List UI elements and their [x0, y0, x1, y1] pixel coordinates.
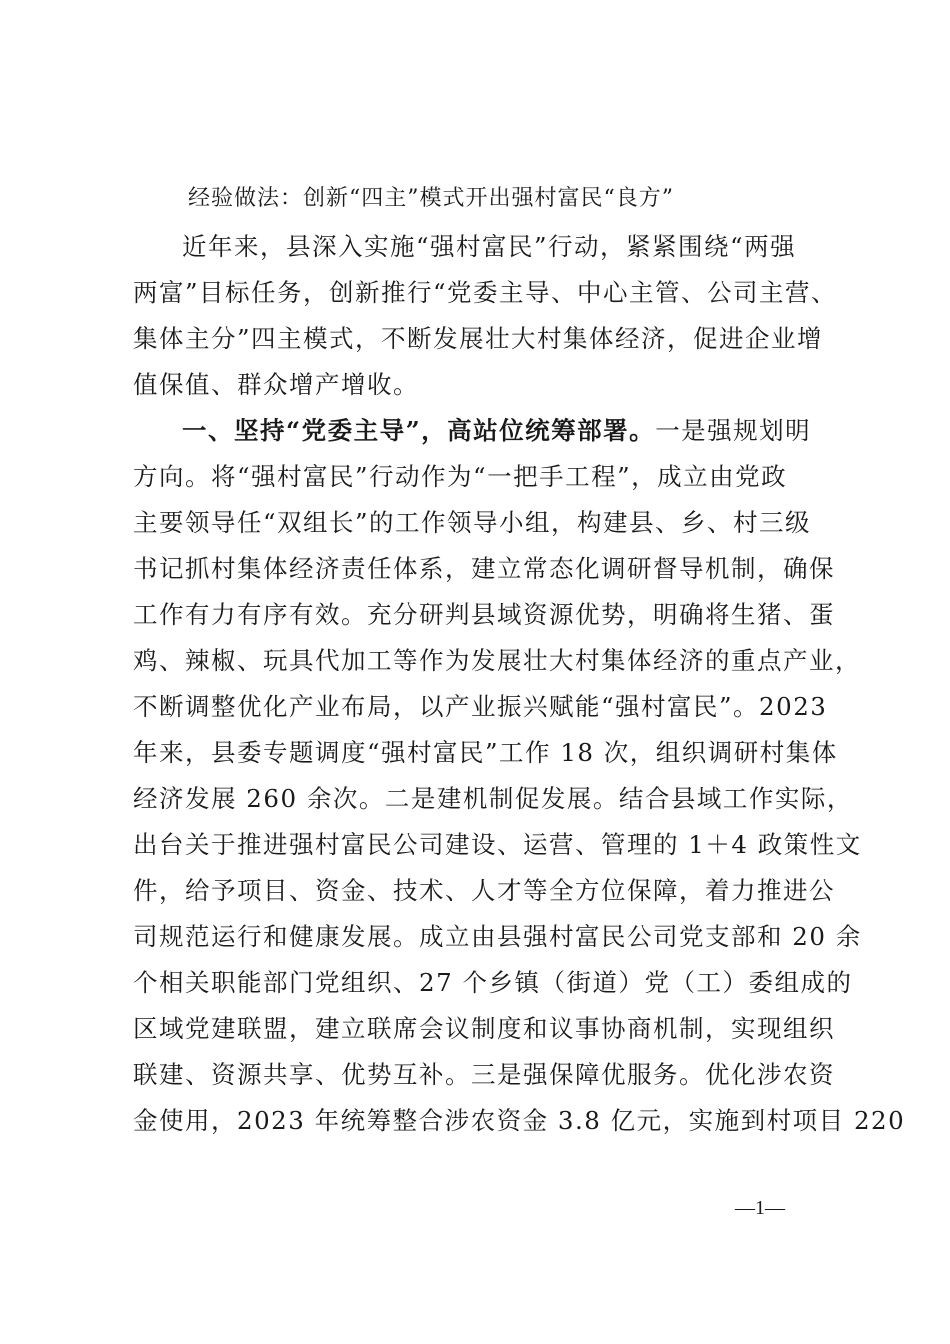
section-1-first-line [182, 414, 833, 448]
body-line: 个相关职能部门党组织、27 个乡镇（街道）党（工）委组成的 [133, 968, 853, 997]
body-line: 联建、资源共享、优势互补。三是强保障优服务。优化涉农资 [133, 1060, 835, 1089]
body-line: 区域党建联盟，建立联席会议制度和议事协商机制，实现组织 [133, 1014, 835, 1043]
body-line: 经济发展 260 余次。二是建机制促发展。结合县域工作实际， [133, 784, 853, 813]
body-line: 方向。将“强村富民”行动作为“一把手工程”，成立由党政 [133, 462, 788, 491]
body-line: 工作有力有序有效。充分研判县域资源优势，明确将生猪、蛋 [133, 600, 835, 629]
document-title: 经验做法：创新“四主”模式开出强村富民“良方” [188, 186, 674, 211]
body-line: 件，给予项目、资金、技术、人才等全方位保障，着力推进公 [133, 876, 835, 905]
section-1-heading: 一、坚持“党委主导”，高站位统筹部署。 [182, 416, 656, 445]
body-line: 年来，县委专题调度“强村富民”工作 18 次，组织调研村集体 [133, 738, 838, 767]
intro-line: 近年来，县深入实施“强村富民”行动，紧紧围绕“两强 [182, 232, 797, 261]
body-line: 出台关于推进强村富民公司建设、运营、管理的 1＋4 政策性文 [133, 830, 862, 859]
section-1-first-line-text: 一是强规划明 [655, 416, 812, 445]
body-line: 司规范运行和健康发展。成立由县强村富民公司党支部和 20 余 [133, 922, 862, 951]
body-line: 鸡、辣椒、玩具代加工等作为发展壮大村集体经济的重点产业， [133, 646, 861, 675]
body-line: 书记抓村集体经济责任体系，建立常态化调研督导机制，确保 [133, 554, 835, 583]
body-line: 不断调整优化产业布局，以产业振兴赋能“强村富民”。2023 [133, 692, 828, 721]
body-line: 金使用，2023 年统筹整合涉农资金 3.8 亿元，实施到村项目 220 [133, 1106, 906, 1135]
page-number: —1— [735, 1197, 785, 1219]
body-line: 主要领导任“双组长”的工作领导小组，构建县、乡、村三级 [133, 508, 812, 537]
intro-line: 两富”目标任务，创新推行“党委主导、中心主管、公司主营、 [133, 278, 838, 307]
intro-line: 值保值、群众增产增收。 [133, 370, 419, 399]
intro-line: 集体主分”四主模式，不断发展壮大村集体经济，促进企业增 [133, 324, 824, 353]
